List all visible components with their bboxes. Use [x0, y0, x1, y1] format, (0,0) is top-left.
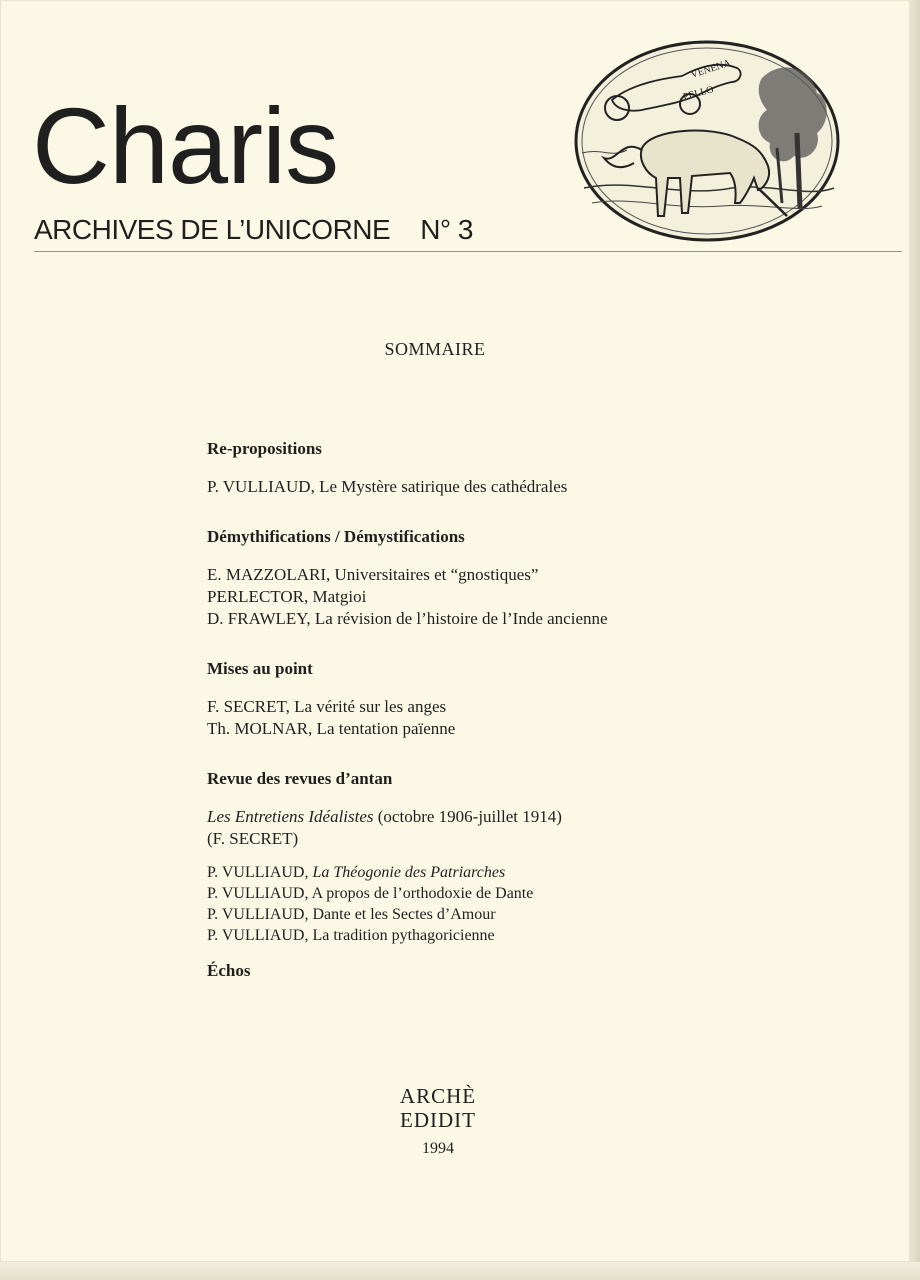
section-title: Mises au point	[207, 659, 313, 678]
entry-author: P. VULLIAUD,	[207, 927, 313, 944]
table-of-contents	[207, 438, 807, 982]
section-entries	[207, 476, 807, 498]
section-entries	[207, 564, 807, 630]
entry-title: La Théogonie des Patriarches	[312, 864, 506, 881]
publisher-imprint	[0, 1084, 876, 1158]
journal-title: Charis	[32, 85, 339, 206]
entry-title: Dante et les Sectes d’Amour	[312, 906, 496, 923]
subtitle-text: ARCHIVES DE L’UNICORNE	[34, 214, 391, 245]
section-entries	[207, 696, 807, 740]
toc-entry	[207, 806, 807, 828]
entry-title: A propos de l’orthodoxie de Dante	[311, 885, 534, 902]
journal-title-text: Les Entretiens Idéalistes	[207, 807, 374, 826]
entry-author: P. VULLIAUD,	[207, 906, 313, 923]
toc-entry	[207, 862, 807, 883]
section-title: Revue des revues d’antan	[207, 769, 393, 788]
unicorn-emblem-icon	[572, 38, 842, 244]
section-entries	[207, 862, 807, 946]
emblem-motto-1: VENENA	[689, 57, 733, 81]
toc-entry: E. MAZZOLARI, Universitaires et “gnostiques”	[207, 565, 539, 584]
contents-heading: SOMMAIRE	[384, 339, 486, 359]
toc-entry	[207, 883, 807, 904]
publication-year: 1994	[422, 1140, 454, 1157]
toc-entry: Th. MOLNAR, La tentation païenne	[207, 719, 456, 738]
entry-author: P. VULLIAUD,	[207, 864, 313, 881]
toc-entry: (F. SECRET)	[207, 829, 299, 848]
section-title: Re-propositions	[207, 439, 322, 458]
toc-entry: P. VULLIAUD, Le Mystère satirique des cathédrales	[207, 477, 568, 496]
entry-author: P. VULLIAUD,	[207, 885, 312, 902]
page-bottom-edge	[0, 1262, 920, 1280]
header-rule	[34, 251, 902, 252]
journal-dates: (octobre 1906-juillet 1914)	[373, 807, 562, 826]
toc-entry	[207, 925, 807, 946]
toc-entry: F. SECRET, La vérité sur les anges	[207, 697, 447, 716]
toc-entry	[207, 904, 807, 925]
page-edge	[910, 0, 920, 1280]
section-title: Échos	[207, 961, 251, 980]
issue-number: N° 3	[420, 214, 473, 245]
emblem-motto-2: PELLO	[681, 84, 715, 103]
imprint-line-2: EDIDIT	[400, 1108, 476, 1132]
journal-subtitle	[34, 214, 473, 246]
imprint-line-1: ARCHÈ	[399, 1084, 477, 1108]
section-title: Démythifications / Démystifications	[207, 527, 465, 546]
toc-entry: PERLECTOR, Matgioi	[207, 587, 367, 606]
entry-title: La tradition pythagoricienne	[312, 927, 495, 944]
toc-entry: D. FRAWLEY, La révision de l’histoire de l’Inde ancienne	[207, 609, 608, 628]
section-entries	[207, 806, 807, 850]
